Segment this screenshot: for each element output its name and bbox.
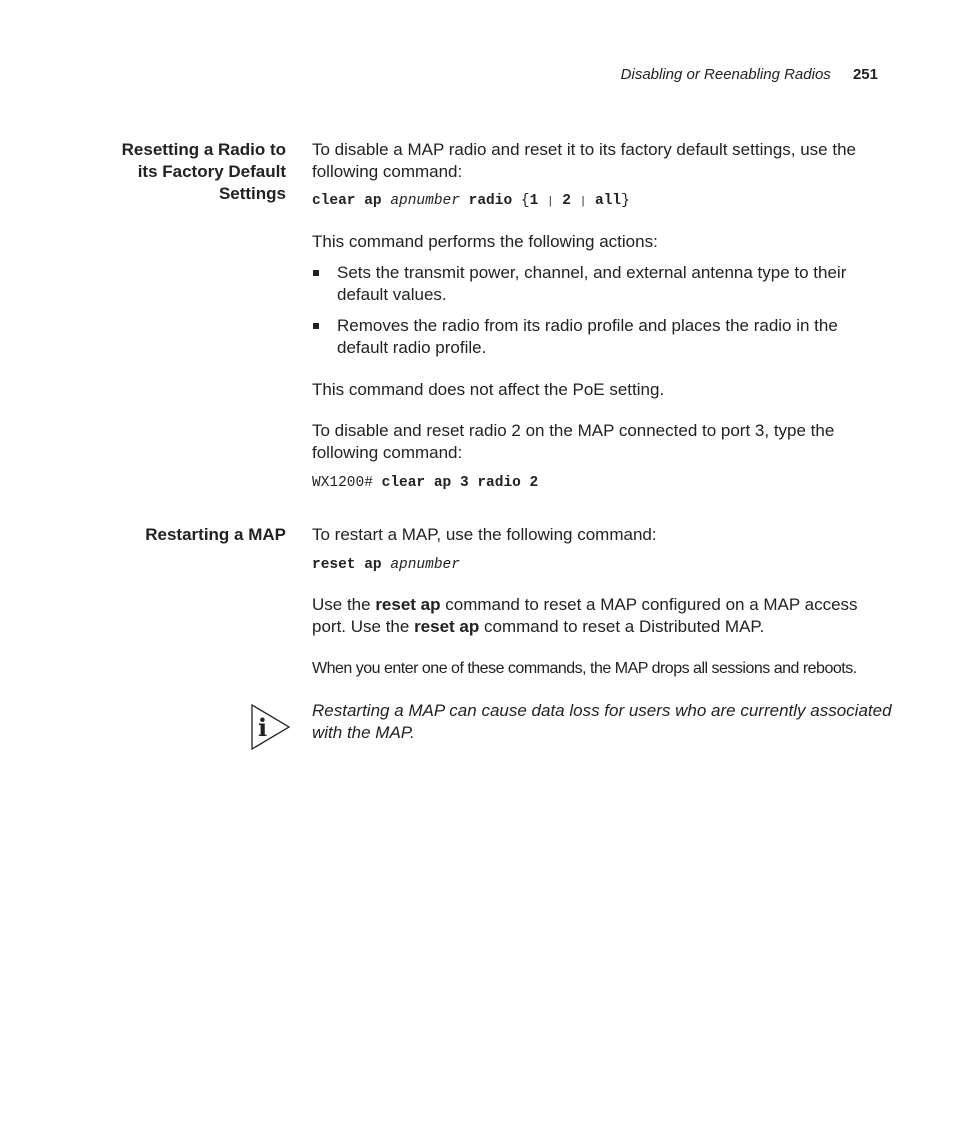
- actions-intro: This command performs the following actions:: [312, 232, 658, 251]
- example-command: WX1200# clear ap 3 radio 2: [312, 475, 539, 491]
- intro-paragraph: To disable a MAP radio and reset it to its factory default settings, use the following command:: [312, 140, 856, 181]
- section-body-resetting-radio: [312, 139, 892, 493]
- caution-note: Restarting a MAP can cause data loss for users who are currently associated with the MAP.: [312, 701, 892, 742]
- restart-intro: To restart a MAP, use the following command:: [312, 525, 657, 544]
- svg-text:i: i: [258, 713, 268, 742]
- page-number: 251: [852, 66, 878, 83]
- section-title: Disabling or Reenabling Radios: [620, 66, 831, 83]
- list-item: Removes the radio from its radio profile and places the radio in the default radio profile.: [312, 315, 892, 359]
- running-header: [621, 66, 878, 83]
- bullet-square-icon: [313, 270, 319, 276]
- reset-syntax: reset ap apnumber: [312, 557, 460, 573]
- list-item: Sets the transmit power, channel, and external antenna type to their default values.: [312, 262, 892, 306]
- poe-note: This command does not affect the PoE setting.: [312, 380, 665, 399]
- section-heading-restarting-map: Restarting a MAP: [145, 525, 286, 544]
- reboot-note: When you enter one of these commands, the MAP drops all sessions and reboots.: [312, 660, 857, 677]
- bullet-square-icon: [313, 323, 319, 329]
- info-note-icon: [250, 703, 292, 751]
- usage-paragraph: Use the reset ap command to reset a MAP configured on a MAP access port. Use the reset ap command to reset a Distributed MAP.: [312, 595, 858, 636]
- actions-list: [312, 262, 892, 359]
- example-intro: To disable and reset radio 2 on the MAP connected to port 3, type the following command:: [312, 421, 835, 462]
- section-heading-resetting-radio: Resetting a Radio to its Factory Default Settings: [121, 140, 286, 203]
- section-body-restarting-map: [312, 524, 892, 744]
- command-syntax: clear ap apnumber radio {1 | 2 | all}: [312, 193, 630, 209]
